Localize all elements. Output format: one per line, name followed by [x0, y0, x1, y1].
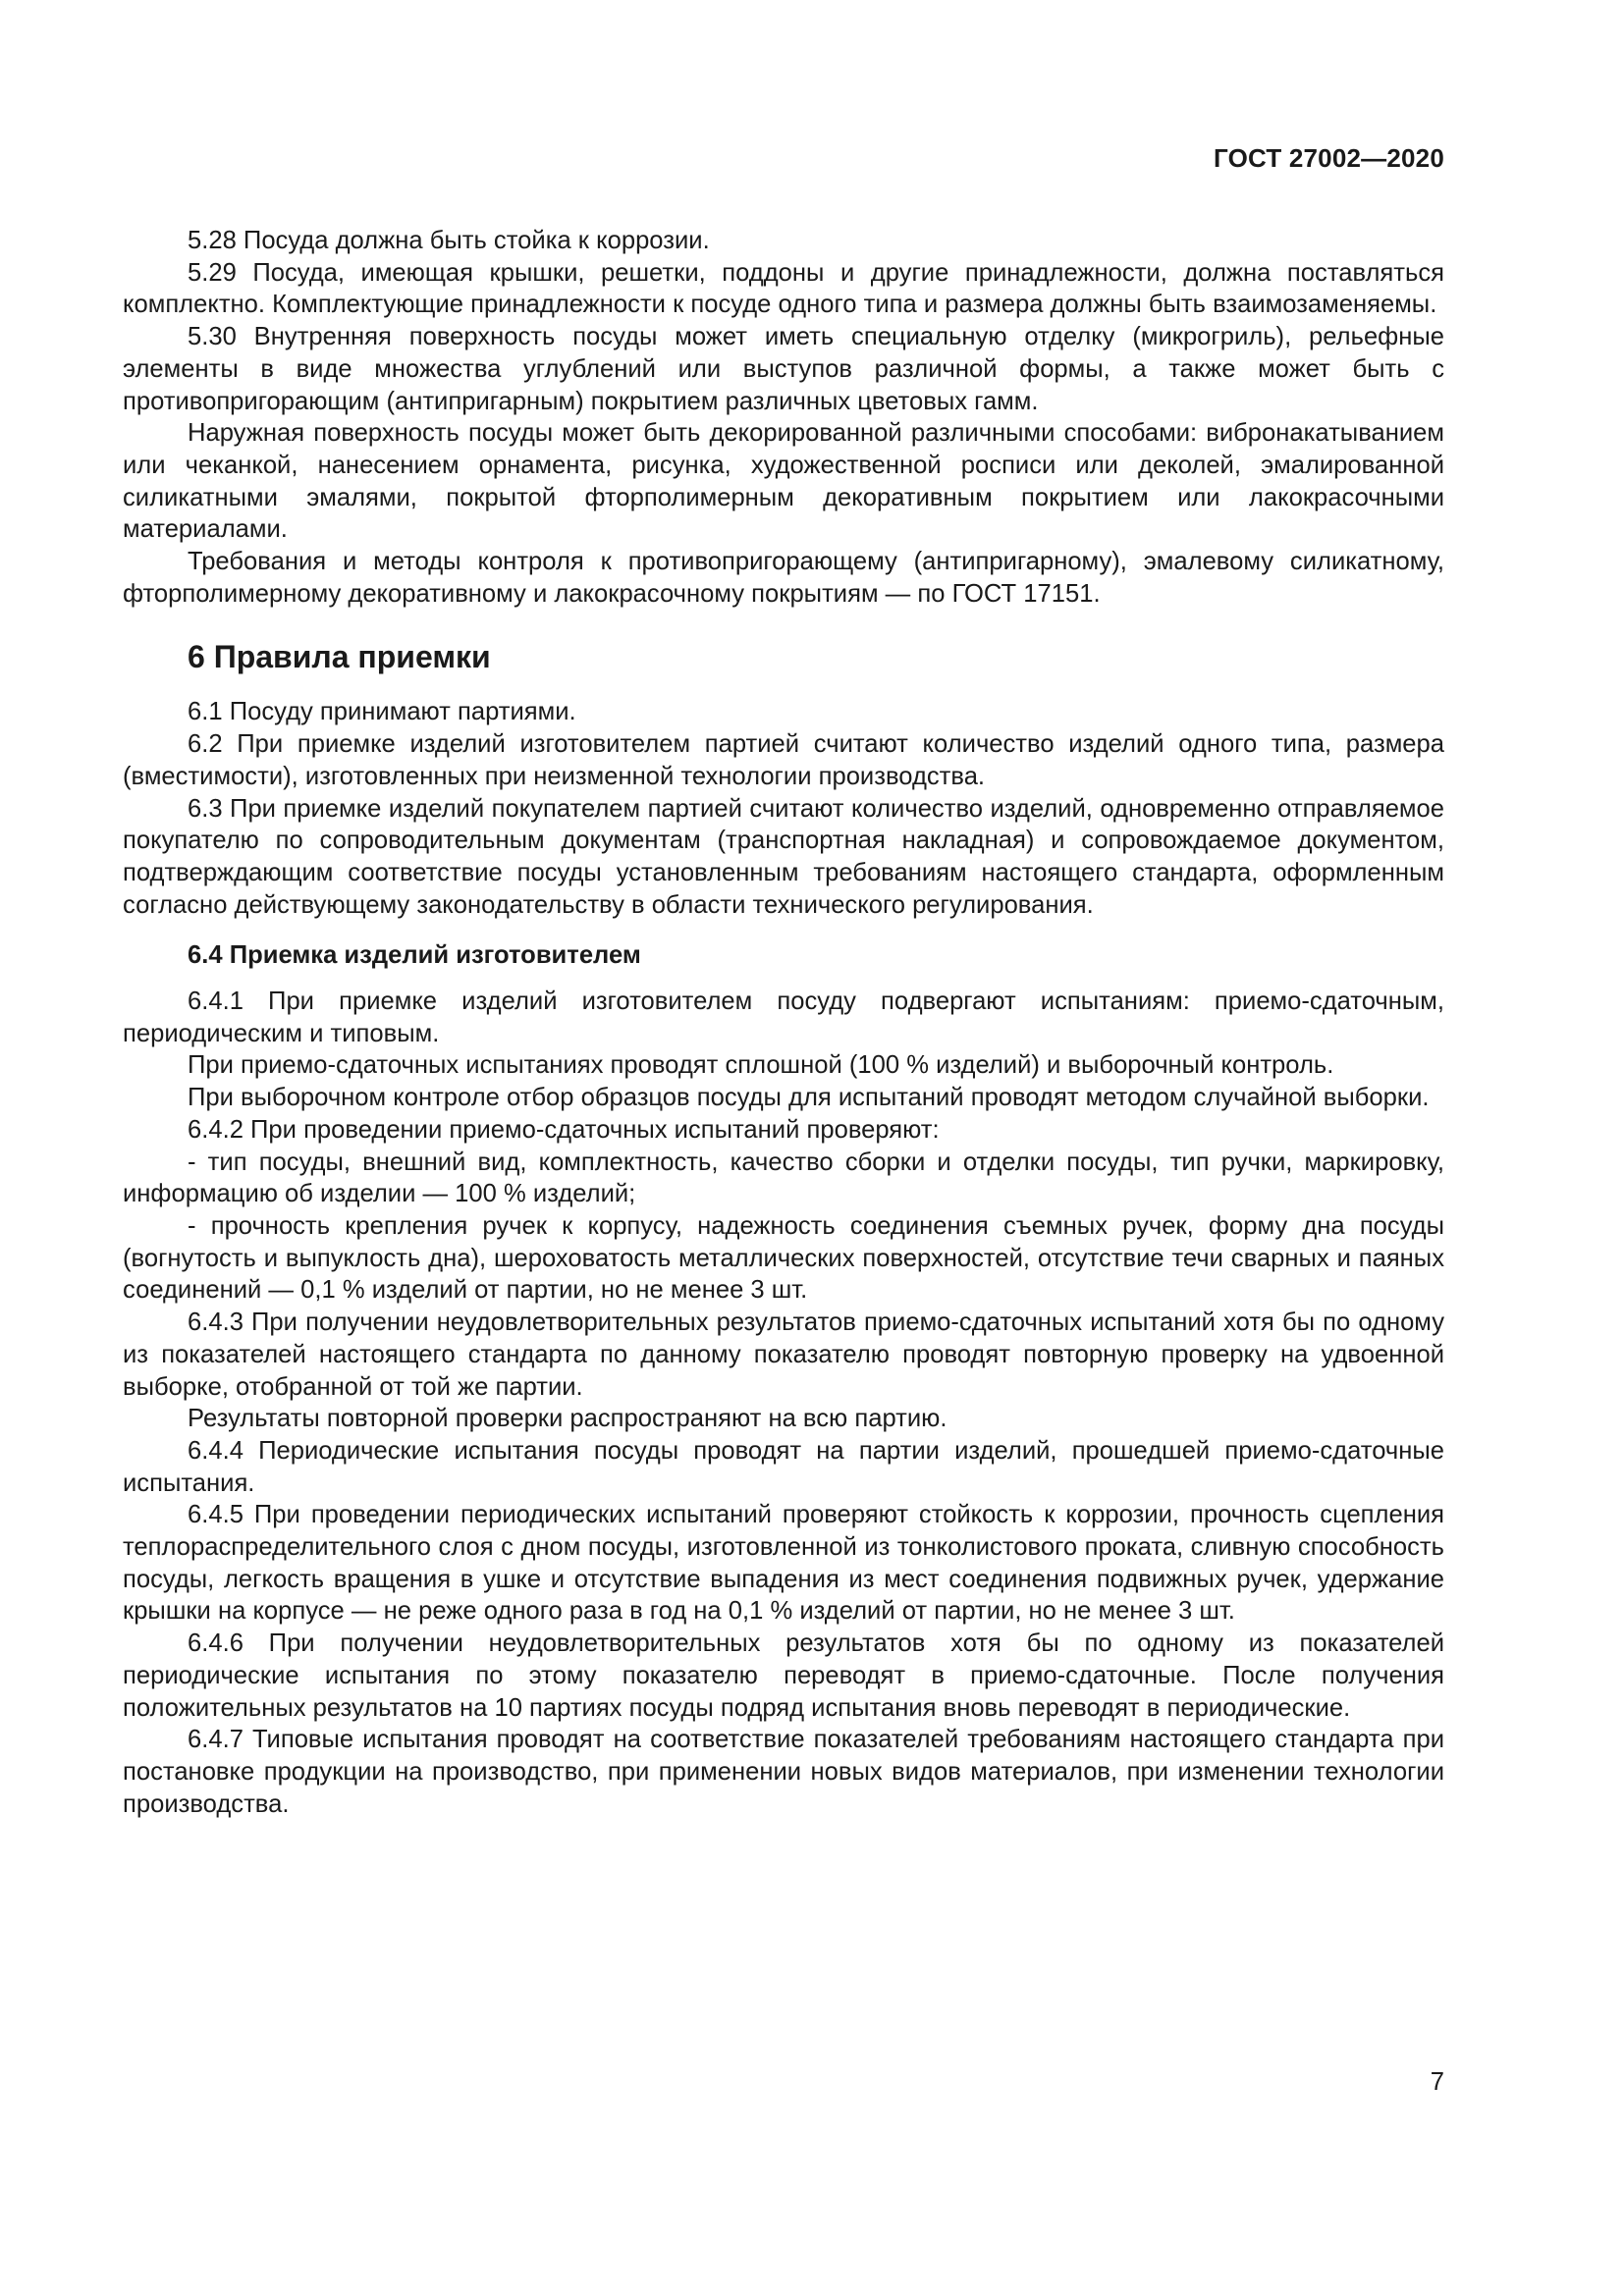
paragraph-5-30: 5.30 Внутренняя поверхность посуды может иметь специальную отделку (микрогриль), рельефные элементы в виде множества углублений или выступов различной формы, а также может быть с противопригорающим (антипригарным) покрытием различных цветовых гамм. [123, 323, 1444, 415]
paragraph-full-control: При приемо-сдаточных испытаниях проводят сплошной (100 % изделий) и выборочный контроль. [188, 1051, 1334, 1080]
paragraph-6-4-2: 6.4.2 При проведении приемо-сдаточных испытаний проверяют: [188, 1115, 940, 1144]
paragraph-6-4-1: 6.4.1 При приемке изделий изготовителем посуду подвергают испытаниям: приемо-сдаточным, периодическим и типовым. [123, 988, 1444, 1047]
paragraph-6-4-3: 6.4.3 При получении неудовлетворительных результатов приемо-сдаточных испытаний хотя бы по одному из показателей настоящего стандарта по данному показателю проводят повторную проверку на удвоенной выборке, отобранной от той же партии. [123, 1308, 1444, 1401]
paragraph-6-4-4: 6.4.4 Периодические испытания посуды проводят на партии изделий, прошедшей приемо-сдаточные испытания. [123, 1436, 1444, 1497]
paragraph-5-28: 5.28 Посуда должна быть стойка к коррозии. [188, 227, 710, 254]
standard-designation: ГОСТ 27002—2020 [1214, 143, 1444, 173]
page-number: 7 [1430, 2068, 1444, 2096]
list-item-type-check: - тип посуды, внешний вид, комплектность, качество сборки и отделки посуды, тип ручки, маркировку, информацию об изделии — 100 % изделий; [123, 1148, 1444, 1208]
section-6-heading: 6 Правила приемки [188, 639, 491, 675]
subsection-6-4-heading: 6.4 Приемка изделий изготовителем [188, 941, 641, 970]
list-item-strength-check: - прочность крепления ручек к корпусу, надежность соединения съемных ручек, форму дна посуды (вогнутость и выпуклость дна), шероховатость металлических поверхностей, отсутствие течи сварных и паяных соединений — 0,1 % изделий от партии, но не менее 3 шт. [123, 1211, 1444, 1305]
paragraph-5-29: 5.29 Посуда, имеющая крышки, решетки, поддоны и другие принадлежности, должна поставляться комплектно. Комплектующие принадлежности к посуде одного типа и размера должны быть взаимозаменяемы. [123, 258, 1444, 319]
paragraph-repeat-results: Результаты повторной проверки распространяют на всю партию. [188, 1405, 947, 1433]
paragraph-6-1: 6.1 Посуду принимают партиями. [188, 698, 576, 726]
paragraph-6-3: 6.3 При приемке изделий покупателем партией считают количество изделий, одновременно отправляемое покупателю по сопроводительным документам (транспортная накладная) и сопровождаемое документом, подтверждающим соответствие посуды установленным требованиям настоящего стандарта, оформленным согласно действующему законодательству в области технического регулирования. [123, 794, 1444, 919]
paragraph-sampling: При выборочном контроле отбор образцов посуды для испытаний проводят методом случайной выборки. [188, 1084, 1430, 1112]
paragraph-6-4-5: 6.4.5 При проведении периодических испытаний проверяют стойкость к коррозии, прочность сцепления теплораспределительного слоя с дном посуды, изготовленной из тонколистового проката, сливную способность посуды, легкость вращения в ушке и отсутствие выпадения из мест соединения подвижных ручек, удержание крышки на корпусе — не реже одного раза в год на 0,1 % изделий от партии, но не менее 3 шт. [123, 1501, 1444, 1626]
paragraph-6-2: 6.2 При приемке изделий изготовителем партией считают количество изделий одного типа, размера (вместимости), изготовленных при неизменной технологии производства. [123, 730, 1444, 790]
document-body [123, 225, 1444, 1820]
paragraph-6-4-7: 6.4.7 Типовые испытания проводят на соответствие показателей требованиям настоящего стандарта при постановке продукции на производство, при применении новых видов материалов, при изменении технологии производства. [123, 1726, 1444, 1818]
paragraph-coating-requirements: Требования и методы контроля к противопригорающему (антипригарному), эмалевому силикатному, фторполимерному декоративному и лакокрасочному покрытиям — по ГОСТ 17151. [123, 548, 1444, 608]
paragraph-6-4-6: 6.4.6 При получении неудовлетворительных результатов хотя бы по одному из показателей периодические испытания по этому показателю переводят в приемо-сдаточные. После получения положительных результатов на 10 партиях посуды подряд испытания вновь переводят в периодические. [123, 1629, 1444, 1722]
paragraph-outer-surface: Наружная поверхность посуды может быть декорированной различными способами: вибронакатыванием или чеканкой, нанесением орнамента, рисунка, художественной росписи или деколей, эмалированной силикатными эмалями, покрытой фторполимерным декоративным покрытием или лакокрасочными материалами. [123, 419, 1444, 544]
